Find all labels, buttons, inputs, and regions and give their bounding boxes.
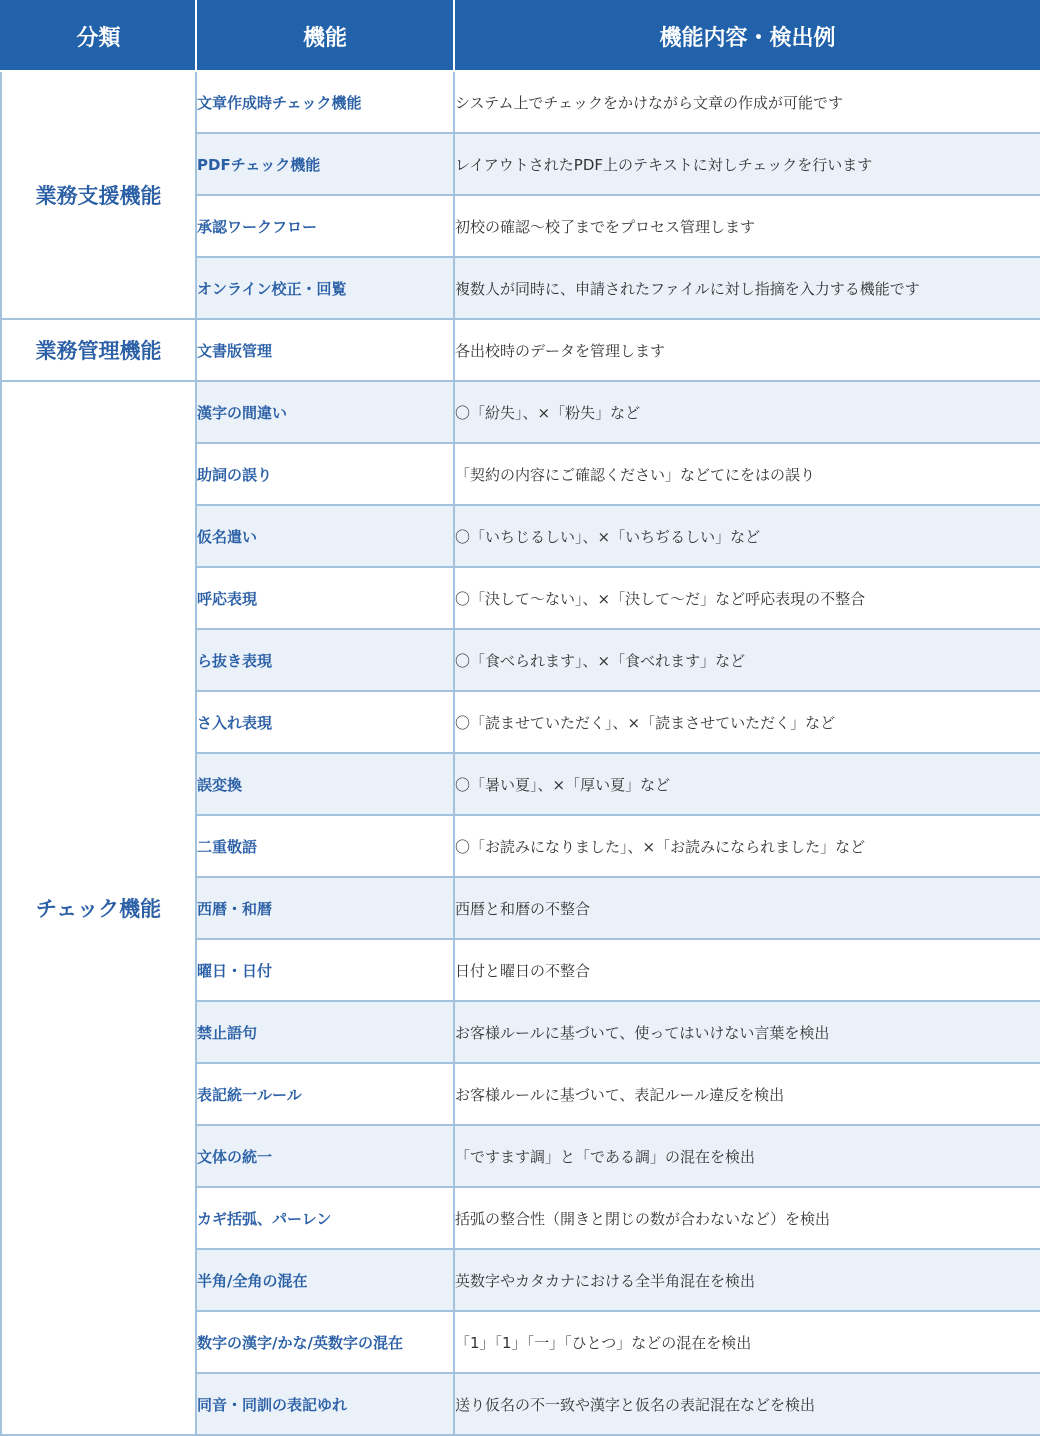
category-cell: 業務管理機能 — [1, 319, 196, 381]
table-row — [1, 381, 1040, 443]
feature-cell: 半角/全角の混在 — [196, 1249, 454, 1311]
description-cell: 〇「決して〜ない」、×「決して〜だ」など呼応表現の不整合 — [454, 567, 1040, 629]
table-row — [1, 319, 1040, 381]
category-cell: チェック機能 — [1, 381, 196, 1435]
description-cell: 西暦と和暦の不整合 — [454, 877, 1040, 939]
feature-cell: 承認ワークフロー — [196, 195, 454, 257]
feature-cell: 漢字の間違い — [196, 381, 454, 443]
description-cell: 英数字やカタカナにおける全半角混在を検出 — [454, 1249, 1040, 1311]
feature-cell: ら抜き表現 — [196, 629, 454, 691]
description-cell: 〇「いちじるしい」、×「いちぢるしい」など — [454, 505, 1040, 567]
header-row — [1, 1, 1040, 71]
feature-cell: さ入れ表現 — [196, 691, 454, 753]
description-cell: お客様ルールに基づいて、使ってはいけない言葉を検出 — [454, 1001, 1040, 1063]
table-header — [1, 1, 1040, 71]
feature-cell: 助詞の誤り — [196, 443, 454, 505]
description-cell: 〇「食べられます」、×「食べれます」など — [454, 629, 1040, 691]
feature-cell: 誤変換 — [196, 753, 454, 815]
feature-cell: 表記統一ルール — [196, 1063, 454, 1125]
feature-cell: 数字の漢字/かな/英数字の混在 — [196, 1311, 454, 1373]
description-cell: 「契約の内容にご確認ください」などてにをはの誤り — [454, 443, 1040, 505]
feature-cell: 二重敬語 — [196, 815, 454, 877]
description-cell: レイアウトされたPDF上のテキストに対しチェックを行います — [454, 133, 1040, 195]
description-cell: システム上でチェックをかけながら文章の作成が可能です — [454, 71, 1040, 133]
feature-cell: 文体の統一 — [196, 1125, 454, 1187]
header-feature: 機能 — [196, 1, 454, 71]
description-cell: 〇「紛失」、×「粉失」など — [454, 381, 1040, 443]
feature-cell: 西暦・和暦 — [196, 877, 454, 939]
description-cell: お客様ルールに基づいて、表記ルール違反を検出 — [454, 1063, 1040, 1125]
table-body — [1, 71, 1040, 1435]
description-cell: 「1」「1」「一」「ひとつ」などの混在を検出 — [454, 1311, 1040, 1373]
description-cell: 送り仮名の不一致や漢字と仮名の表記混在などを検出 — [454, 1373, 1040, 1435]
description-cell: 各出校時のデータを管理します — [454, 319, 1040, 381]
feature-cell: PDFチェック機能 — [196, 133, 454, 195]
description-cell: 〇「暑い夏」、×「厚い夏」など — [454, 753, 1040, 815]
description-cell: 〇「お読みになりました」、×「お読みになられました」など — [454, 815, 1040, 877]
header-description: 機能内容・検出例 — [454, 1, 1040, 71]
description-cell: 「ですます調」と「である調」の混在を検出 — [454, 1125, 1040, 1187]
feature-cell: 呼応表現 — [196, 567, 454, 629]
feature-cell: 同音・同訓の表記ゆれ — [196, 1373, 454, 1435]
feature-cell: 曜日・日付 — [196, 939, 454, 1001]
description-cell: 日付と曜日の不整合 — [454, 939, 1040, 1001]
feature-cell: 文書版管理 — [196, 319, 454, 381]
description-cell: 複数人が同時に、申請されたファイルに対し指摘を入力する機能です — [454, 257, 1040, 319]
feature-cell: オンライン校正・回覧 — [196, 257, 454, 319]
feature-cell: 文章作成時チェック機能 — [196, 71, 454, 133]
feature-cell: 禁止語句 — [196, 1001, 454, 1063]
feature-cell: 仮名遣い — [196, 505, 454, 567]
description-cell: 括弧の整合性（開きと閉じの数が合わないなど）を検出 — [454, 1187, 1040, 1249]
description-cell: 〇「読ませていただく」、×「読まさせていただく」など — [454, 691, 1040, 753]
description-cell: 初校の確認〜校了までをプロセス管理します — [454, 195, 1040, 257]
feature-cell: カギ括弧、パーレン — [196, 1187, 454, 1249]
table-row — [1, 71, 1040, 133]
header-category: 分類 — [1, 1, 196, 71]
category-cell: 業務支援機能 — [1, 71, 196, 319]
